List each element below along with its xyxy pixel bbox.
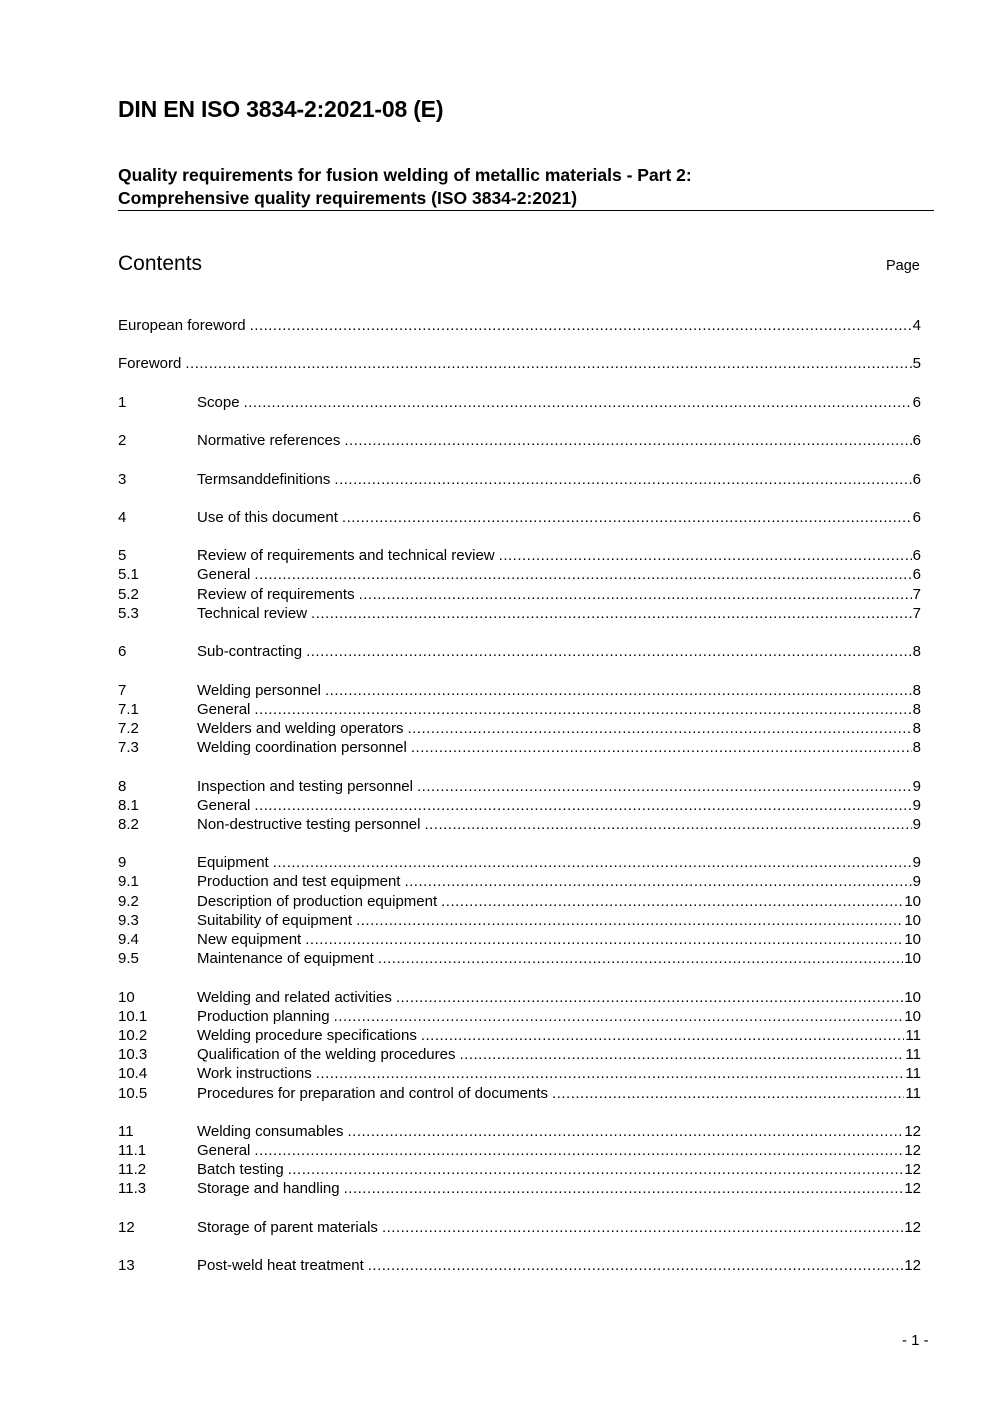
toc-entry-title: General [197, 796, 251, 814]
toc-entry-number: 10.1 [118, 1007, 148, 1025]
toc-entry-number: 5 [118, 547, 127, 565]
toc-entry-page: 8 [912, 643, 921, 661]
toc-entry-7-1[interactable] [118, 700, 921, 719]
toc-entry-page: 9 [912, 873, 921, 891]
toc-entry-title: Welding personnel [197, 681, 321, 699]
toc-entry-page: 11 [905, 1084, 921, 1102]
toc-entry-page: 9 [912, 777, 921, 795]
toc-dot-leader [254, 565, 911, 584]
toc-dot-leader [325, 681, 912, 700]
toc-entry-title: Review of requirements [197, 585, 355, 603]
toc-entry-11[interactable] [118, 1122, 921, 1141]
toc-dot-leader [347, 1122, 903, 1141]
toc-entry-number: 11.2 [118, 1161, 147, 1179]
toc-entry-title: Non-destructive testing personnel [197, 815, 421, 833]
toc-entry-number: 13 [118, 1257, 135, 1275]
toc-entry-page: 11 [905, 1026, 921, 1044]
toc-entry-title: Technical review [197, 604, 308, 622]
toc-entry-number: 3 [118, 470, 127, 488]
toc-entry-title: Storage and handling [197, 1180, 340, 1198]
toc-entry-page: 6 [912, 470, 921, 488]
toc-entry-13[interactable] [118, 1256, 921, 1275]
toc-entry-5-1[interactable] [118, 565, 921, 584]
toc-entry-title: Welding and related activities [197, 988, 392, 1006]
toc-entry-page: 7 [912, 604, 921, 622]
toc-entry-page: 11 [905, 1046, 921, 1064]
toc-entry-title: Normative references [197, 432, 341, 450]
toc-entry-title: Batch testing [197, 1161, 284, 1179]
toc-dot-leader [334, 470, 911, 489]
toc-entry-number: 9.3 [118, 911, 139, 929]
toc-dot-leader [378, 949, 904, 968]
toc-entry-title: Sub-contracting [197, 643, 303, 661]
toc-entry-number: 7 [118, 681, 127, 699]
toc-dot-leader [288, 1160, 904, 1179]
toc-entry-page: 8 [912, 681, 921, 699]
toc-dot-leader [273, 853, 912, 872]
toc-entry-title: Equipment [197, 854, 269, 872]
toc-entry-page: 9 [912, 815, 921, 833]
toc-dot-leader [254, 700, 911, 719]
toc-entry-number: 11.1 [118, 1142, 147, 1160]
toc-entry-title: Inspection and testing personnel [197, 777, 413, 795]
toc-dot-leader [552, 1084, 904, 1103]
toc-dot-leader [334, 1007, 904, 1026]
toc-entry-number: 5.1 [118, 566, 139, 584]
toc-entry-number: 9.1 [118, 873, 139, 891]
toc-entry-10-3[interactable] [118, 1045, 921, 1064]
toc-entry-number: 11.3 [118, 1180, 147, 1198]
toc-dot-leader [311, 604, 912, 623]
toc-entry-12[interactable] [118, 1218, 921, 1237]
toc-dot-leader [368, 1256, 904, 1275]
toc-dot-leader [408, 719, 912, 738]
toc-entry-number: 12 [118, 1218, 135, 1236]
toc-entry-page: 12 [904, 1218, 921, 1236]
toc-entry-european-foreword[interactable] [118, 316, 921, 335]
toc-dot-leader [344, 1179, 904, 1198]
toc-entry-9-4[interactable] [118, 930, 921, 949]
toc-entry-title: Procedures for preparation and control of documents [197, 1084, 549, 1102]
toc-entry-title: Qualification of the welding procedures [197, 1046, 456, 1064]
toc-entry-page: 12 [904, 1142, 921, 1160]
toc-entry-number: 2 [118, 432, 127, 450]
toc-entry-page: 11 [905, 1065, 921, 1083]
toc-entry-number: 8.2 [118, 815, 139, 833]
toc-dot-leader [396, 988, 903, 1007]
toc-entry-7[interactable] [118, 681, 921, 700]
toc-entry-page: 5 [912, 355, 921, 373]
toc-entry-page: 6 [912, 393, 921, 411]
toc-entry-5[interactable] [118, 546, 921, 565]
toc-entry-10[interactable] [118, 988, 921, 1007]
toc-dot-leader [382, 1218, 903, 1237]
toc-entry-4[interactable] [118, 508, 921, 527]
toc-entry-title: Use of this document [197, 508, 338, 526]
toc-entry-7-2[interactable] [118, 719, 921, 738]
toc-entry-title: Suitability of equipment [197, 911, 353, 929]
toc-entry-number: 10.2 [118, 1026, 148, 1044]
toc-entry-page: 12 [904, 1257, 921, 1275]
toc-entry-title: Production and test equipment [197, 873, 401, 891]
toc-entry-page: 12 [904, 1122, 921, 1140]
toc-entry-10-5[interactable] [118, 1084, 921, 1103]
toc-entry-page: 12 [904, 1161, 921, 1179]
toc-entry-title: General [197, 566, 251, 584]
document-subtitle [118, 164, 692, 210]
toc-entry-title: Storage of parent materials [197, 1218, 378, 1236]
toc-dot-leader [421, 1026, 905, 1045]
toc-entry-8-2[interactable] [118, 815, 921, 834]
toc-dot-leader [342, 508, 912, 527]
toc-entry-9-3[interactable] [118, 911, 921, 930]
toc-entry-10-1[interactable] [118, 1007, 921, 1026]
toc-entry-title: Review of requirements and technical review [197, 547, 495, 565]
toc-dot-leader [254, 796, 911, 815]
toc-entry-2[interactable] [118, 431, 921, 450]
subtitle-line-1: Quality requirements for fusion welding of metallic materials - Part 2: [118, 165, 692, 185]
toc-entry-9-2[interactable] [118, 892, 921, 911]
toc-entry-10-2[interactable] [118, 1026, 921, 1045]
toc-entry-number: 1 [118, 393, 127, 411]
title-divider [118, 210, 934, 211]
toc-entry-page: 8 [912, 719, 921, 737]
toc-entry-title: Description of production equipment [197, 892, 438, 910]
toc-entry-page: 4 [912, 317, 921, 334]
toc-entry-number: 7.2 [118, 719, 139, 737]
toc-entry-9[interactable] [118, 853, 921, 872]
toc-entry-number: 9.2 [118, 892, 139, 910]
toc-entry-page: 6 [912, 432, 921, 450]
toc-entry-title: Termsanddefinitions [197, 470, 331, 488]
toc-entry-11-2[interactable] [118, 1160, 921, 1179]
toc-entry-5-2[interactable] [118, 585, 921, 604]
toc-entry-3[interactable] [118, 470, 921, 489]
toc-entry-title: Post-weld heat treatment [197, 1257, 364, 1275]
page-number: - 1 - [902, 1332, 929, 1349]
toc-entry-number: 7.3 [118, 739, 139, 757]
toc-entry-number: 6 [118, 643, 127, 661]
toc-dot-leader [404, 872, 911, 891]
toc-entry-page: 6 [912, 566, 921, 584]
toc-entry-title: General [197, 1142, 251, 1160]
toc-entry-page: 6 [912, 547, 921, 565]
toc-entry-8-1[interactable] [118, 796, 921, 815]
toc-entry-title: Welders and welding operators [197, 719, 404, 737]
toc-dot-leader [499, 546, 912, 565]
toc-entry-title: Production planning [197, 1007, 330, 1025]
toc-entry-number: 4 [118, 508, 127, 526]
toc-dot-leader [254, 1141, 903, 1160]
toc-entry-page: 9 [912, 854, 921, 872]
toc-entry-title: Foreword [118, 355, 182, 373]
toc-entry-number: 5.2 [118, 585, 139, 603]
page-column-label: Page [886, 258, 920, 274]
toc-entry-number: 7.1 [118, 700, 139, 718]
toc-entry-title: Welding procedure specifications [197, 1026, 417, 1044]
toc-entry-page: 8 [912, 739, 921, 757]
toc-dot-leader [344, 431, 911, 450]
toc-dot-leader [424, 815, 911, 834]
toc-dot-leader [244, 393, 912, 412]
document-title: DIN EN ISO 3834-2:2021-08 (E) [118, 96, 444, 122]
toc-entry-title: New equipment [197, 931, 302, 948]
toc-entry-page: 10 [904, 892, 921, 910]
toc-dot-leader [417, 777, 912, 796]
toc-entry-9-5[interactable] [118, 949, 921, 968]
toc-entry-number: 10.4 [118, 1065, 148, 1083]
toc-entry-number: 5.3 [118, 604, 139, 622]
toc-dot-leader [185, 354, 911, 373]
toc-entry-title: Scope [197, 393, 240, 411]
toc-entry-number: 9.5 [118, 950, 139, 968]
toc-entry-title: Maintenance of equipment [197, 950, 374, 968]
toc-entry-1[interactable] [118, 393, 921, 412]
toc-dot-leader [411, 738, 912, 757]
toc-entry-page: 7 [912, 585, 921, 603]
toc-entry-10-4[interactable] [118, 1064, 921, 1083]
toc-entry-page: 9 [912, 796, 921, 814]
contents-heading: Contents [118, 252, 203, 275]
toc-entry-number: 11 [118, 1122, 134, 1140]
toc-entry-8[interactable] [118, 777, 921, 796]
toc-entry-6[interactable] [118, 642, 921, 661]
toc-entry-11-1[interactable] [118, 1141, 921, 1160]
toc-dot-leader [441, 892, 903, 911]
toc-entry-title: Welding coordination personnel [197, 739, 407, 757]
toc-dot-leader [305, 930, 903, 949]
toc-entry-title: Welding consumables [197, 1122, 344, 1140]
toc-entry-page: 10 [904, 1007, 921, 1025]
toc-dot-leader [359, 585, 912, 604]
toc-entry-page: 8 [912, 700, 921, 718]
toc-entry-5-3[interactable] [118, 604, 921, 623]
toc-entry-number: 8 [118, 777, 127, 795]
toc-entry-page: 10 [904, 950, 921, 968]
toc-dot-leader [306, 642, 912, 661]
toc-entry-number: 10 [118, 988, 135, 1006]
toc-entry-title: Work instructions [197, 1065, 312, 1083]
toc-entry-title: General [197, 700, 251, 718]
toc-entry-9-1[interactable] [118, 872, 921, 891]
toc-entry-7-3[interactable] [118, 738, 921, 757]
toc-entry-page: 6 [912, 508, 921, 526]
toc-entry-page: 12 [904, 1180, 921, 1198]
toc-dot-leader [460, 1045, 905, 1064]
toc-entry-page: 10 [904, 931, 921, 948]
toc-dot-leader [316, 1064, 905, 1083]
toc-dot-leader [356, 911, 903, 930]
toc-entry-number: 9.4 [118, 931, 139, 948]
toc-entry-foreword[interactable] [118, 354, 921, 373]
toc-entry-number: 8.1 [118, 796, 139, 814]
toc-entry-number: 10.3 [118, 1046, 148, 1064]
toc-entry-number: 10.5 [118, 1084, 148, 1102]
table-of-contents [118, 316, 921, 1275]
subtitle-line-2: Comprehensive quality requirements (ISO 3834-2:2021) [118, 188, 578, 208]
toc-entry-title: European foreword [118, 317, 246, 334]
toc-entry-number: 9 [118, 854, 127, 872]
toc-entry-page: 10 [904, 988, 921, 1006]
toc-entry-page: 10 [904, 911, 921, 929]
toc-dot-leader [250, 316, 912, 335]
toc-entry-11-3[interactable] [118, 1179, 921, 1198]
